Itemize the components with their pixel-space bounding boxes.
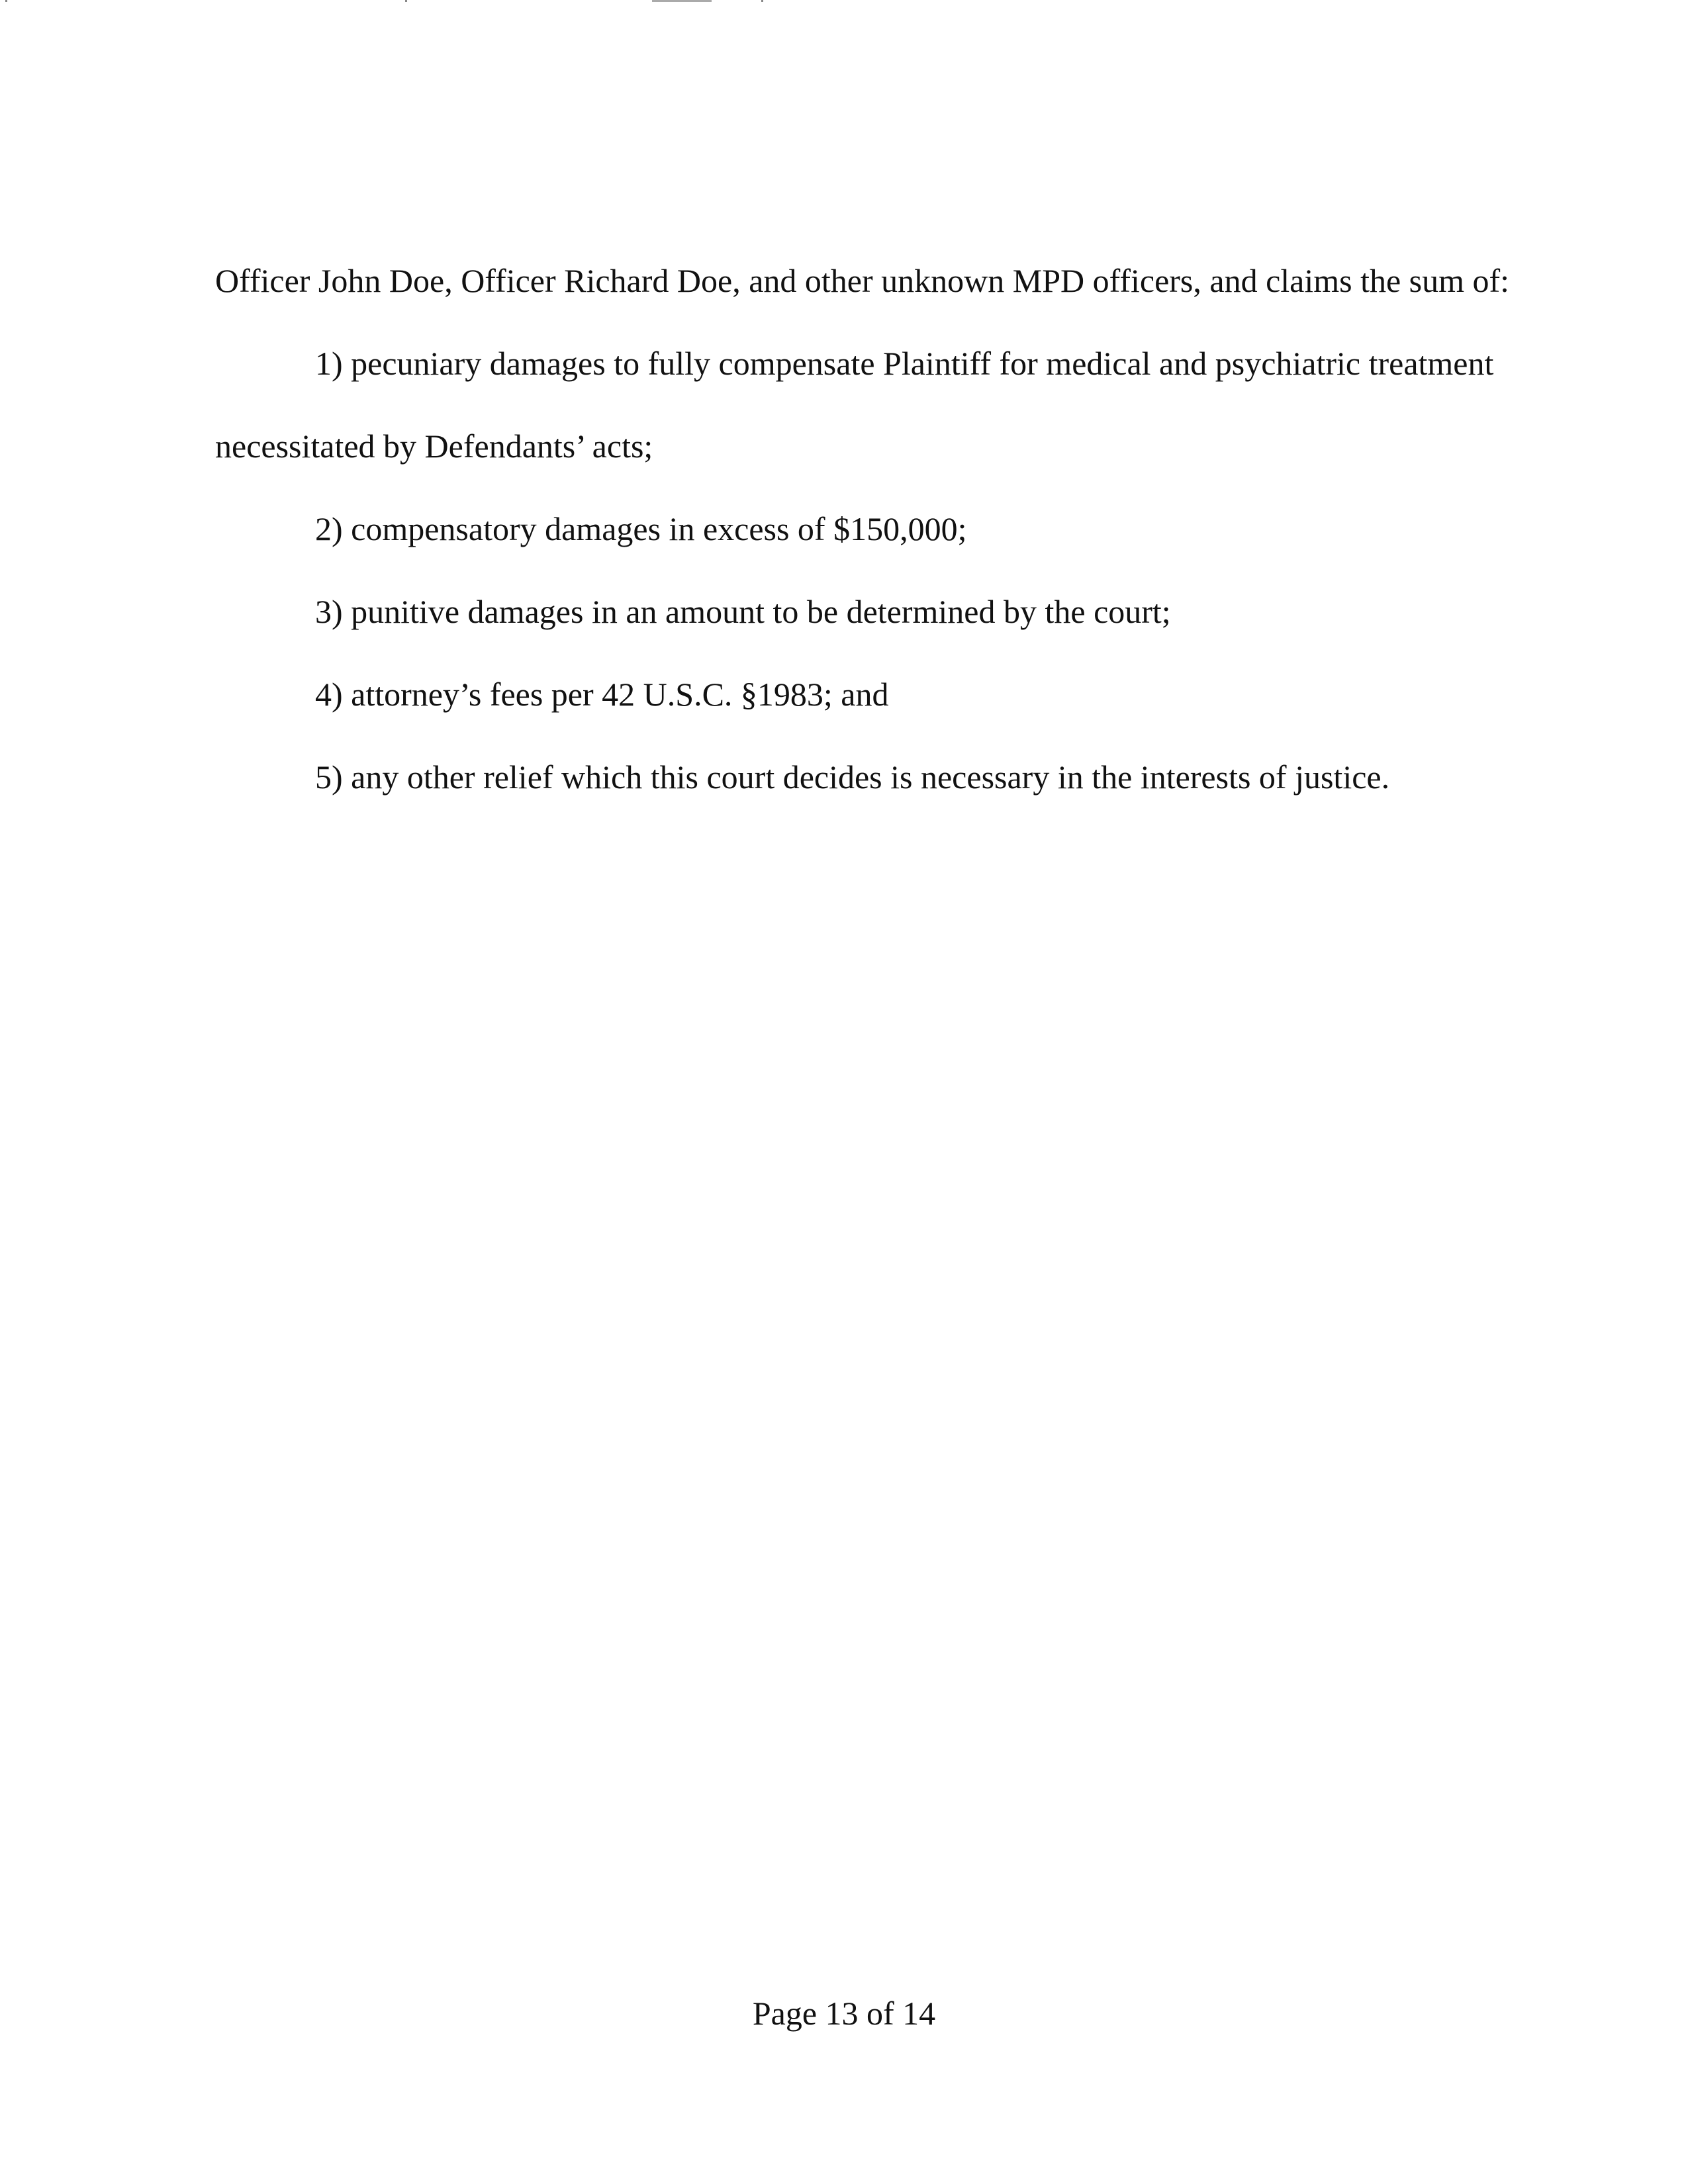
relief-item-1-continuation: necessitated by Defendants’ acts; [215, 428, 653, 465]
relief-item-2: 2) compensatory damages in excess of $150,000; [315, 510, 967, 547]
paragraph-intro-line: Officer John Doe, Officer Richard Doe, and other unknown MPD officers, and claims the sum of: [215, 262, 1510, 299]
relief-item-1: 1) pecuniary damages to fully compensate Plaintiff for medical and psychiatric treatment [315, 345, 1494, 382]
relief-item-3: 3) punitive damages in an amount to be determined by the court; [315, 593, 1171, 630]
scan-artifact [5, 0, 7, 2]
relief-item-5: 5) any other relief which this court decides is necessary in the interests of justice. [315, 758, 1390, 796]
relief-item-4: 4) attorney’s fees per 42 U.S.C. §1983; and [315, 676, 889, 713]
scan-artifact [652, 0, 712, 2]
scan-artifact [761, 0, 763, 2]
scan-artifact [405, 0, 407, 2]
page-number: Page 13 of 14 [752, 1995, 936, 2032]
